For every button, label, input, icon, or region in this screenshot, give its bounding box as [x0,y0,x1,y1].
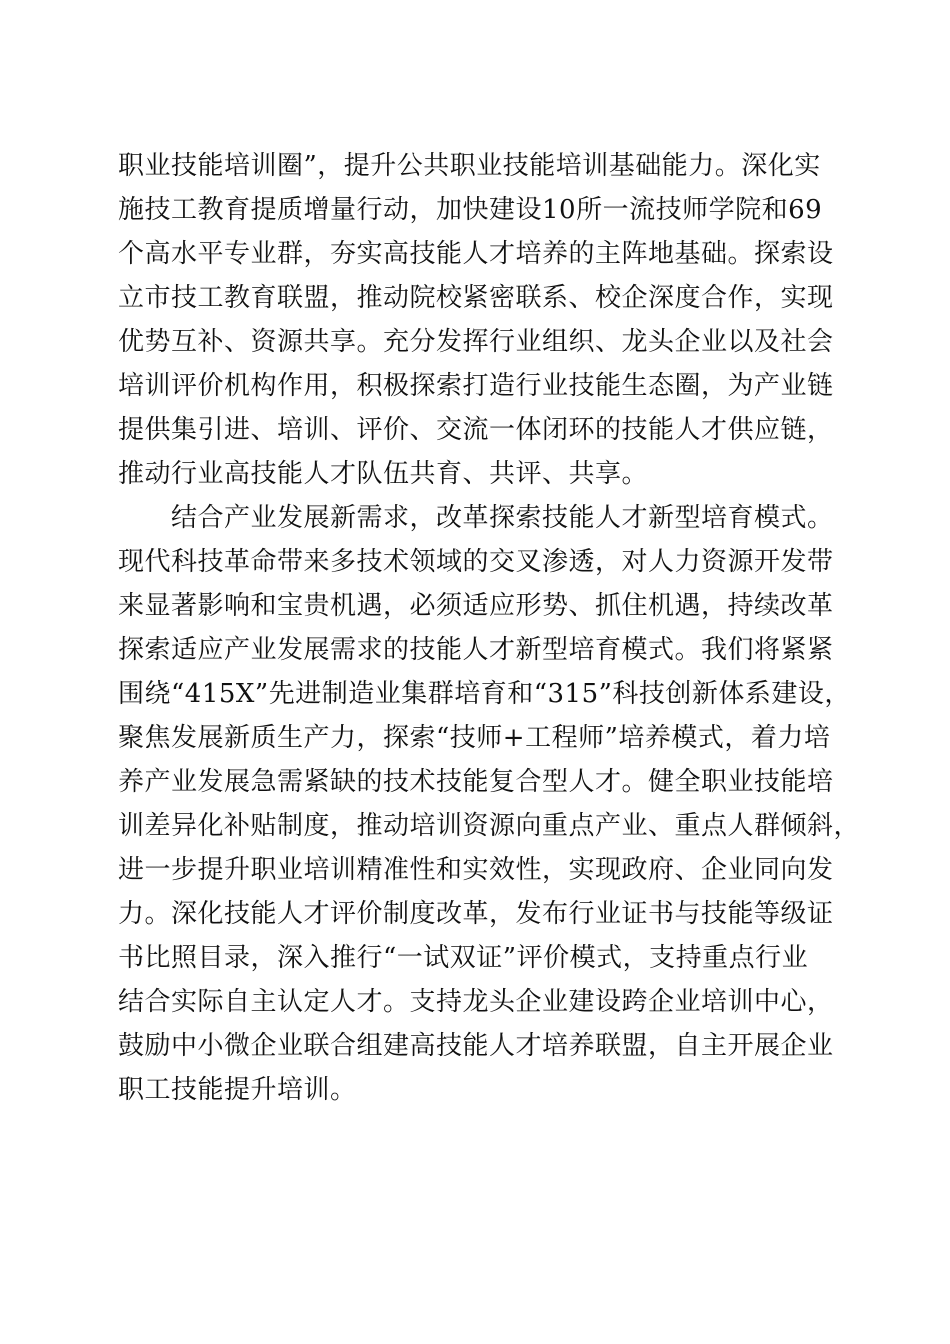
text-line: 围绕“415X”先进制造业集群培育和“315”科技创新体系建设， [118,679,851,709]
text-line: 培训评价机构作用，积极探索打造行业技能生态圈，为产业链 [118,371,834,401]
text-line: 训差异化补贴制度，推动培训资源向重点产业、重点人群倾斜， [118,811,861,841]
text-line: 职工技能提升培训。 [118,1075,357,1105]
text-line: 提供集引进、培训、评价、交流一体闭环的技能人才供应链， [118,415,834,445]
text-line: 个高水平专业群，夯实高技能人才培养的主阵地基础。探索设 [118,239,834,269]
text-line: 推动行业高技能人才队伍共育、共评、共享。 [118,459,649,489]
text-line: 进一步提升职业培训精准性和实效性，实现政府、企业同向发 [118,855,834,885]
text-line: 书比照目录，深入推行“一试双证”评价模式，支持重点行业 [118,943,809,973]
text-line: 探索适应产业发展需求的技能人才新型培育模式。我们将紧紧 [118,635,834,665]
text-line: 立市技工教育联盟，推动院校紧密联系、校企深度合作，实现 [118,283,834,313]
text-line: 来显著影响和宝贵机遇，必须适应形势、抓住机遇，持续改革 [118,591,834,621]
document-body [118,144,861,1112]
text-line: 鼓励中小微企业联合组建高技能人才培养联盟，自主开展企业 [118,1031,834,1061]
text-line: 现代科技革命带来多技术领域的交叉渗透，对人力资源开发带 [118,547,834,577]
text-line: 力。深化技能人才评价制度改革，发布行业证书与技能等级证 [118,899,834,929]
text-line: 优势互补、资源共享。充分发挥行业组织、龙头企业以及社会 [118,327,834,357]
paragraph-first-line: 结合产业发展新需求，改革探索技能人才新型培育模式。 [171,503,834,533]
text-line: 施技工教育提质增量行动，加快建设10所一流技师学院和69 [118,195,823,225]
text-line: 养产业发展急需紧缺的技术技能复合型人才。健全职业技能培 [118,767,834,797]
text-line: 结合实际自主认定人才。支持龙头企业建设跨企业培训中心， [118,987,834,1017]
text-line: 聚焦发展新质生产力，探索“技师+工程师”培养模式，着力培 [118,723,831,753]
text-line: 职业技能培训圈”，提升公共职业技能培训基础能力。深化实 [118,151,821,181]
